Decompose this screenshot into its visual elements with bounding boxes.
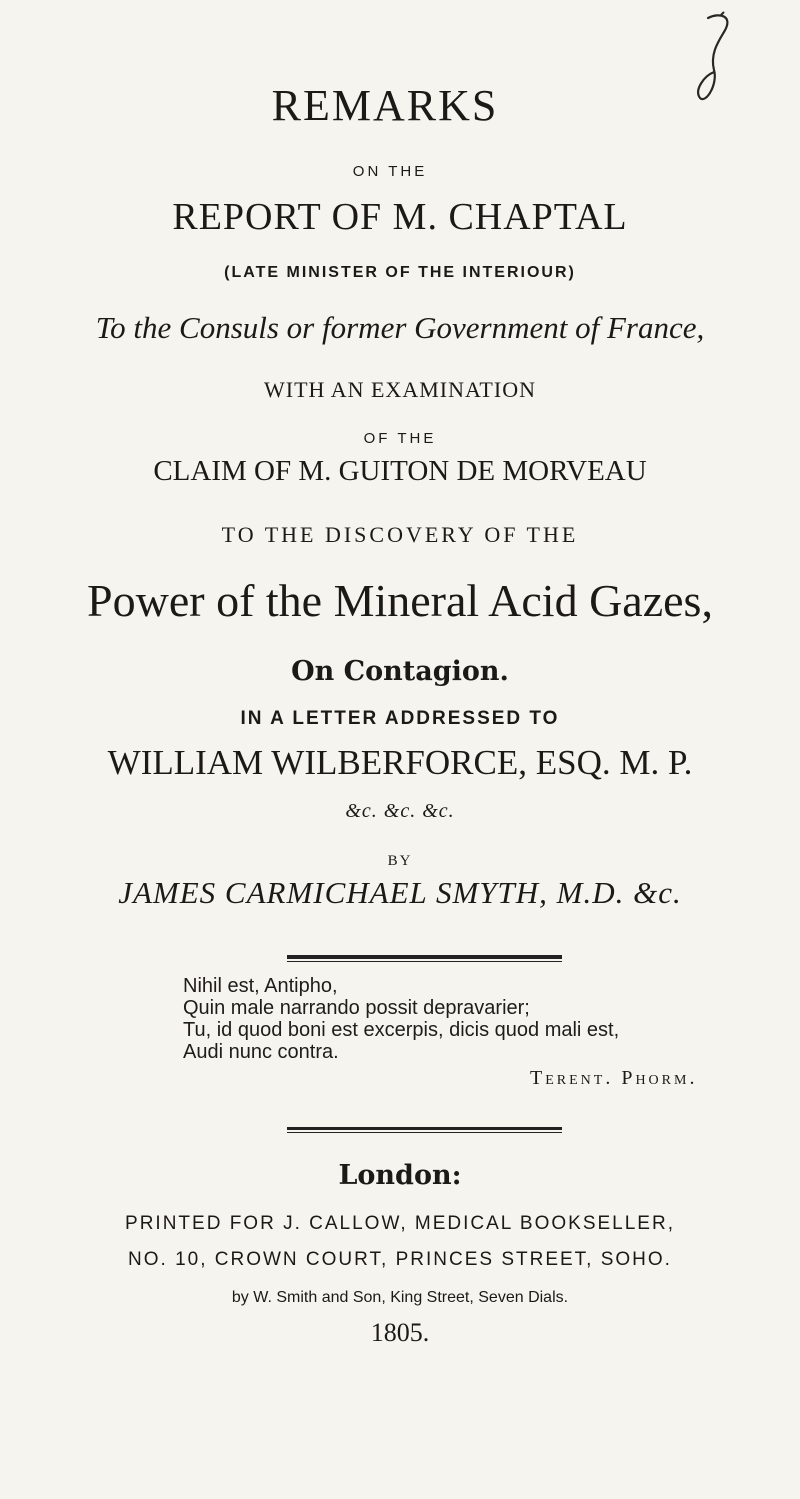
title-report: REPORT OF M. CHAPTAL [172, 196, 628, 238]
subtitle-late-minister: (LATE MINISTER OF THE INTERIOUR) [224, 264, 576, 281]
title-remarks: REMARKS [271, 81, 499, 130]
title-author: JAMES CARMICHAEL SMYTH, M.D. &c. [118, 875, 682, 910]
title-claim: CLAIM OF M. GUITON DE MORVEAU [153, 455, 647, 487]
divider-rule-bottom-thin [287, 1132, 562, 1133]
divider-rule-bottom [287, 1127, 562, 1130]
title-addressee: WILLIAM WILBERFORCE, ESQ. M. P. [107, 743, 693, 782]
subtitle-with-examination: WITH AN EXAMINATION [264, 377, 536, 402]
epigraph [183, 975, 703, 1063]
divider-rule-top [287, 955, 562, 959]
subtitle-to-discovery: TO THE DISCOVERY OF THE [221, 522, 579, 547]
subtitle-on-the: ON THE [352, 163, 428, 180]
imprint-city: London: [338, 1160, 462, 1191]
subtitle-etc: &c. &c. &c. [345, 800, 455, 822]
imprint-line: NO. 10, CROWN COURT, PRINCES STREET, SOHO. [128, 1249, 672, 1270]
epigraph-line: Audi nunc contra. [183, 1041, 339, 1063]
epigraph-line: Nihil est, Antipho, [183, 975, 338, 997]
subtitle-to-consuls: To the Consuls or former Government of France, [95, 310, 705, 345]
divider-rule-top-thin [287, 961, 562, 962]
title-power: Power of the Mineral Acid Gazes, [87, 575, 713, 626]
epigraph-line: Quin male narrando possit depravarier; [183, 997, 530, 1019]
imprint-printer: by W. Smith and Son, King Street, Seven Dials. [231, 1289, 569, 1306]
imprint-line: PRINTED FOR J. CALLOW, MEDICAL BOOKSELLER, [125, 1213, 675, 1234]
subtitle-of-the: OF THE [363, 430, 437, 447]
epigraph-line: Tu, id quod boni est excerpis, dicis quod mali est, [183, 1019, 620, 1041]
epigraph-attribution: Terent. Phorm. [530, 1067, 698, 1089]
title-on-contagion: On Contagion. [291, 656, 509, 687]
subtitle-in-a-letter: IN A LETTER ADDRESSED TO [240, 708, 560, 729]
subtitle-by: BY [387, 853, 413, 869]
imprint-year: 1805. [370, 1318, 430, 1347]
